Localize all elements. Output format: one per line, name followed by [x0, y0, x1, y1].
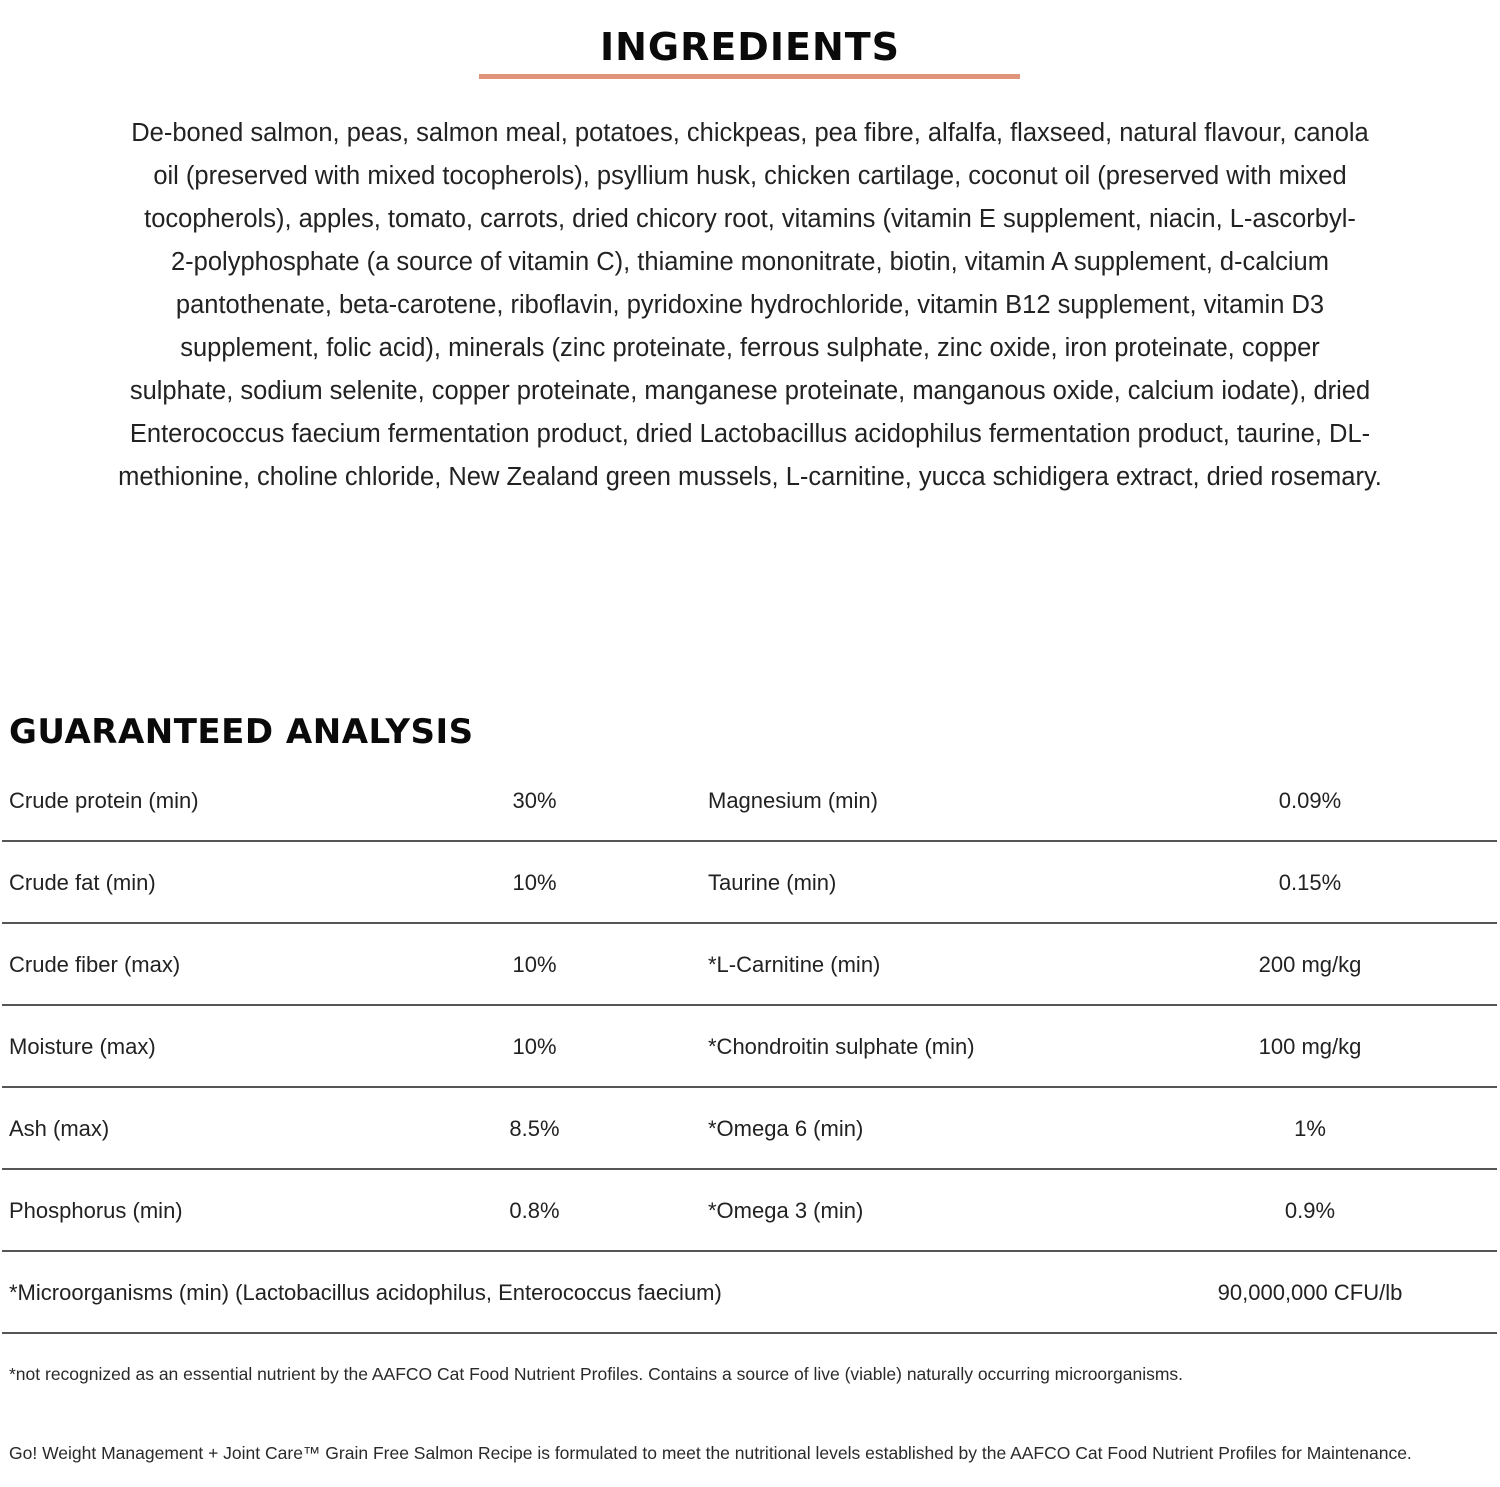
nutrient-label: *Omega 6 (min) — [708, 1116, 864, 1141]
nutrient-value: 10% — [512, 952, 557, 977]
ingredients-divider — [479, 74, 1020, 79]
table-row — [2, 924, 1497, 1006]
nutrient-label: Ash (max) — [9, 1116, 110, 1141]
nutrient-value: 1% — [1294, 1116, 1326, 1141]
nutrient-value: 0.15% — [1278, 870, 1342, 895]
nutrient-value: 10% — [512, 1034, 557, 1059]
nutrient-label: Phosphorus (min) — [9, 1198, 183, 1223]
ingredients-line: Enterococcus faecium fermentation product, dried Lactobacillus acidophilus fermentation product, taurine, DL- — [129, 420, 1371, 448]
nutrient-label: *Chondroitin sulphate (min) — [708, 1034, 975, 1059]
footnote: *not recognized as an essential nutrient by the AAFCO Cat Food Nutrient Profiles. Contains a source of live (viable) naturally occurring microorganisms. — [9, 1364, 1184, 1384]
guaranteed-analysis-table — [2, 760, 1497, 1334]
ingredients-line: De-boned salmon, peas, salmon meal, potatoes, chickpeas, pea fibre, alfalfa, flaxseed, natural flavour, canola — [131, 119, 1369, 147]
table-row — [2, 1088, 1497, 1170]
table-row — [2, 1006, 1497, 1088]
nutrient-label: *Omega 3 (min) — [708, 1198, 864, 1223]
table-row — [2, 760, 1497, 842]
ingredients-heading: INGREDIENTS — [599, 25, 901, 70]
ingredients-line: tocopherols), apples, tomato, carrots, dried chicory root, vitamins (vitamin E supplement, niacin, L-ascorbyl- — [144, 205, 1356, 233]
formulation-statement: Go! Weight Management + Joint Care™ Grain Free Salmon Recipe is formulated to meet the nutritional levels established by the AAFCO Cat Food Nutrient Profiles for Maintenance. — [9, 1443, 1412, 1463]
nutrient-value: 0.09% — [1278, 788, 1342, 813]
nutrient-value: 10% — [512, 870, 557, 895]
ingredients-line: supplement, folic acid), minerals (zinc proteinate, ferrous sulphate, zinc oxide, iron proteinate, copper — [180, 334, 1320, 362]
ingredients-line: methionine, choline chloride, New Zealand green mussels, L-carnitine, yucca schidigera extract, dried rosemary. — [118, 463, 1382, 491]
table-row-microorganisms — [2, 1252, 1497, 1334]
nutrient-label: Magnesium (min) — [708, 788, 878, 813]
nutrient-label: Moisture (max) — [9, 1034, 156, 1059]
nutrient-value: 30% — [512, 788, 557, 813]
nutrient-label: Taurine (min) — [708, 870, 837, 895]
ingredients-line: oil (preserved with mixed tocopherols), psyllium husk, chicken cartilage, coconut oil (preserved with mixed — [153, 162, 1347, 190]
nutrient-label: *L-Carnitine (min) — [708, 952, 881, 977]
nutrient-value: 90,000,000 CFU/lb — [1217, 1280, 1403, 1305]
table-row — [2, 1170, 1497, 1252]
nutrient-value: 0.8% — [509, 1198, 560, 1223]
guaranteed-analysis-heading: GUARANTEED ANALYSIS — [9, 712, 474, 753]
nutrient-value: 200 mg/kg — [1258, 952, 1362, 977]
nutrient-value: 8.5% — [509, 1116, 560, 1141]
ingredients-line: pantothenate, beta-carotene, riboflavin, pyridoxine hydrochloride, vitamin B12 supplement, vitamin D3 — [175, 291, 1325, 319]
nutrient-value: 0.9% — [1284, 1198, 1336, 1223]
ingredients-line: sulphate, sodium selenite, copper proteinate, manganese proteinate, manganous oxide, calcium iodate), dried — [129, 377, 1371, 405]
nutrient-label: Crude fiber (max) — [9, 952, 181, 977]
nutrient-label: Crude fat (min) — [9, 870, 156, 895]
nutrient-label: *Microorganisms (min) (Lactobacillus acidophilus, Enterococcus faecium) — [9, 1280, 722, 1305]
ingredients-list — [4, 112, 1496, 499]
table-row — [2, 842, 1497, 924]
ingredients-line: 2-polyphosphate (a source of vitamin C), thiamine mononitrate, biotin, vitamin A supplement, d-calcium — [171, 248, 1329, 276]
nutrient-label: Crude protein (min) — [9, 788, 199, 813]
nutrient-value: 100 mg/kg — [1258, 1034, 1362, 1059]
